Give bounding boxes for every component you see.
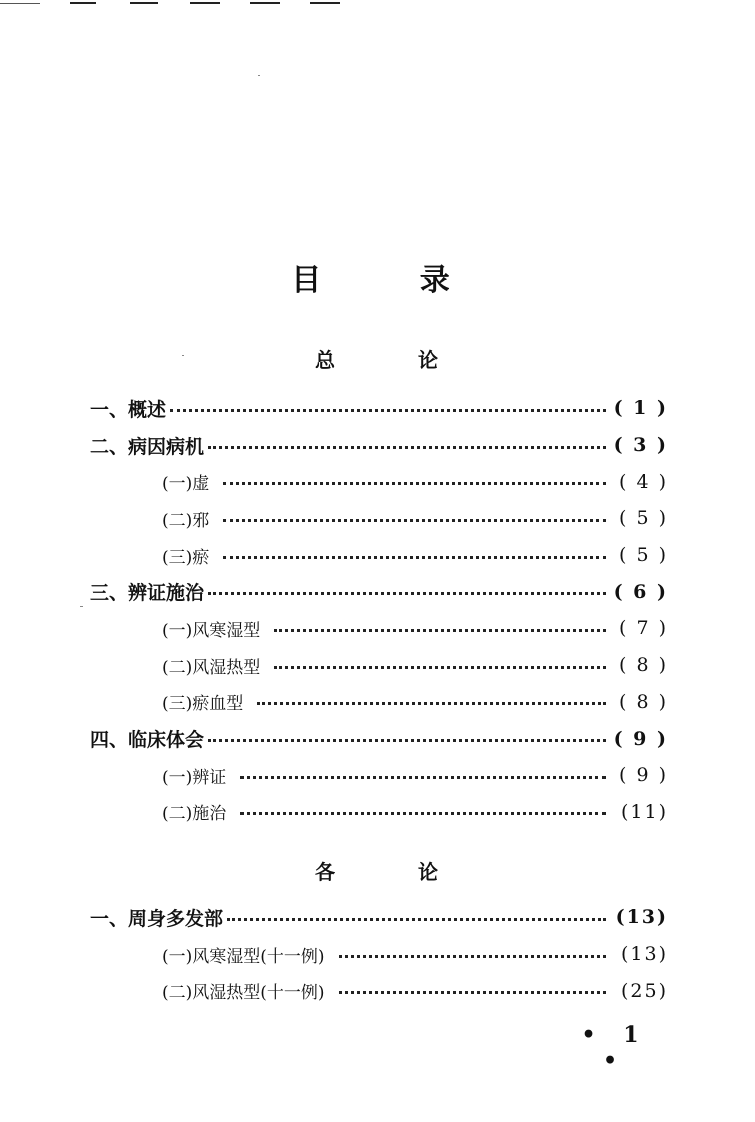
- toc-entry-page: ( 7 ): [619, 617, 668, 640]
- toc-entry-page: ( 5 ): [619, 544, 668, 567]
- toc-entry-label: (一)风寒湿型: [162, 620, 261, 641]
- dot-leader: [274, 666, 606, 669]
- toc-subentry[interactable]: [90, 537, 668, 574]
- toc-entry-page: ( 1 ): [613, 397, 668, 420]
- toc-subentry[interactable]: [90, 794, 668, 831]
- dot-leader: [274, 629, 606, 632]
- toc-entry-label: 二、病因病机: [90, 435, 205, 458]
- section-heading-specific: 各 论: [315, 860, 476, 884]
- scan-speck: [258, 75, 260, 76]
- toc-entry-page: (25): [620, 979, 668, 1002]
- page-title: 目 录: [291, 263, 494, 298]
- toc-entry-label: (二)施治: [162, 804, 227, 825]
- toc-entry-label: (三)瘀血型: [162, 694, 244, 715]
- toc-entry[interactable]: [90, 390, 668, 427]
- toc-entry-page: ( 5 ): [619, 507, 668, 530]
- dot-leader: [208, 446, 606, 449]
- toc-entry[interactable]: [90, 573, 668, 610]
- dot-leader: [257, 702, 606, 705]
- toc-entry-label: 一、概述: [90, 398, 167, 421]
- toc-entry-label: (二)风湿热型: [162, 657, 261, 678]
- toc-entry-label: (一)辨证: [162, 767, 227, 788]
- toc-entry-page: ( 8 ): [619, 654, 668, 677]
- scan-artifact: [0, 0, 360, 6]
- toc-entry-page: (13): [620, 943, 668, 966]
- toc-specific: [90, 899, 668, 1009]
- dot-leader: [223, 482, 606, 485]
- toc-entry-label: 三、辨证施治: [90, 582, 205, 605]
- toc-subentry[interactable]: [90, 610, 668, 647]
- dot-leader: [208, 739, 606, 742]
- dot-leader: [240, 812, 606, 815]
- toc-entry-page: ( 9 ): [619, 764, 668, 787]
- dot-leader: [208, 592, 606, 595]
- toc-entry[interactable]: [90, 899, 668, 936]
- toc-subentry[interactable]: [90, 757, 668, 794]
- toc-entry-page: (11): [620, 800, 668, 823]
- page-number: • 1 •: [581, 1022, 649, 1074]
- toc-entry-page: ( 3 ): [613, 434, 668, 457]
- toc-entry-label: 四、临床体会: [90, 729, 205, 752]
- dot-leader: [339, 955, 606, 958]
- toc-entry-label: (二)风湿热型(十一例): [162, 983, 325, 1004]
- toc-entry-label: (三)瘀: [162, 547, 210, 568]
- toc-entry-label: (二)邪: [162, 510, 210, 531]
- toc-entry-label: 一、周身多发部: [90, 907, 224, 930]
- toc-entry-page: ( 8 ): [619, 690, 668, 713]
- dot-leader: [227, 918, 606, 921]
- toc-entry[interactable]: [90, 427, 668, 464]
- toc-entry-label: (一)风寒湿型(十一例): [162, 946, 325, 967]
- dot-leader: [339, 991, 606, 994]
- toc-entry-page: ( 6 ): [613, 580, 668, 603]
- toc-entry-page: ( 9 ): [613, 727, 668, 750]
- dot-leader: [223, 519, 606, 522]
- section-heading-general: 总 论: [315, 348, 476, 372]
- toc-general: [90, 390, 668, 830]
- toc-subentry[interactable]: [90, 463, 668, 500]
- toc-entry-page: (13): [615, 906, 668, 929]
- toc-subentry[interactable]: [90, 647, 668, 684]
- toc-entry-label: (一)虚: [162, 474, 210, 495]
- toc-subentry[interactable]: [90, 684, 668, 721]
- dot-leader: [223, 556, 606, 559]
- toc-subentry[interactable]: [90, 500, 668, 537]
- dot-leader: [240, 776, 606, 779]
- scan-speck: [80, 606, 83, 607]
- toc-entry-page: ( 4 ): [619, 470, 668, 493]
- toc-entry[interactable]: [90, 720, 668, 757]
- dot-leader: [170, 409, 606, 412]
- toc-subentry[interactable]: [90, 936, 668, 973]
- toc-subentry[interactable]: [90, 972, 668, 1009]
